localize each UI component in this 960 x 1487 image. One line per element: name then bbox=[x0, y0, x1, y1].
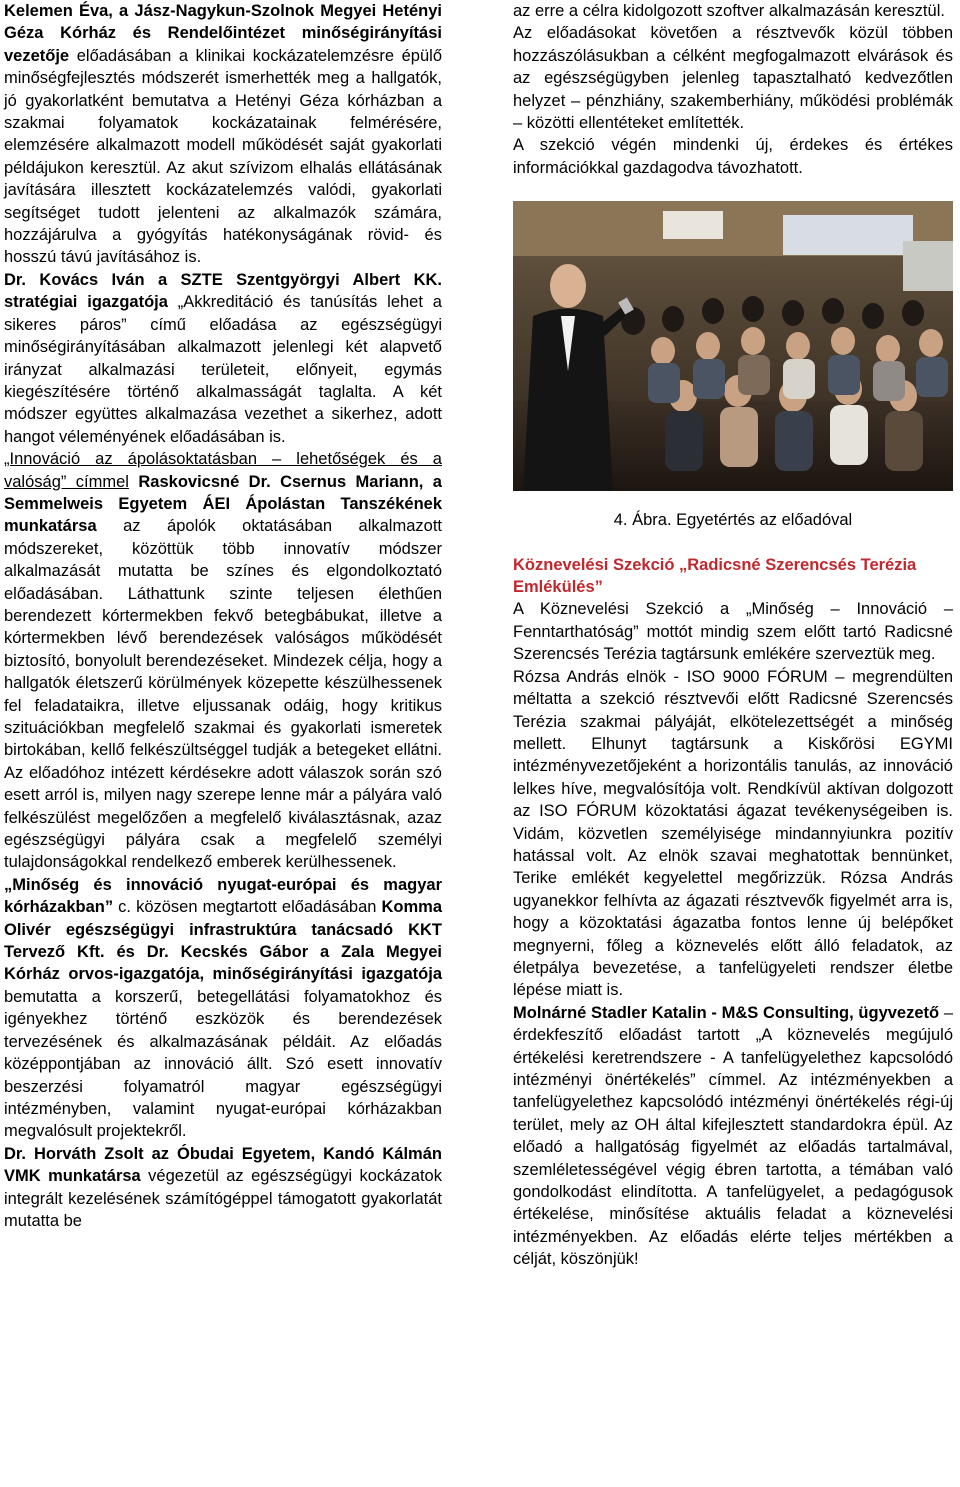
speaker-name: Dr. Horváth Zsolt az Óbudai Egyetem, Kandó Kálmán VMK munkatársa bbox=[4, 1144, 442, 1186]
speaker-name: Komma Olivér egészségügyi infrastruktúra tanácsadó KKT Tervező Kft. és Dr. Kecskés Gábor a Zala Megyei Kórház orvos-igazgatója, minőségirányítási igazgatója bbox=[4, 898, 442, 984]
paragraph-software: az erre a célra kidolgozott szoftver alkalmazásán keresztül. bbox=[513, 2, 945, 20]
paragraph-komma: „Minőség és innováció nyugat-európai és magyar kórházakban” c. közösen megtartott előadásában Komma Olivér egészségügyi infrastruktúra tanácsadó KKT Tervező Kft. és Dr. Kecskés Gábor a Zala Megyei Kórház orvos-igazgatója, minőségirányítási igazgatója bemutatta a korszerű, betegellátási folyamatokhoz és igényekhez történő eszközök és berendezések tervezésének és alkalmazásának példáit. Az előadás középpontjában az innováció állt. Szó esett innovatív beszerzési folyamatról magyar egészségügyi intézményben, valamint nyugat-európai kórházakban megvalósult projektekről. bbox=[4, 875, 442, 1141]
paragraph-closing: A szekció végén mindenki új, érdekes és értékes információkkal gazdagodva távozhatott. bbox=[513, 136, 953, 177]
paragraph-raskovicsne bbox=[4, 448, 442, 874]
paragraph-text: előadásában a klinikai kockázatelemzésre épülő minőségfejlesztés módszerét ismerhették meg a hallgatók, jó gyakorlatként bemutatva a Hetényi Géza kórházban a szakmai folyamatok kockázatainak felmérésére, elemzésére alkalmazott modell működését saját gyakorlati példájukon keresztül. Az akut szívizom elhalás ellátásának javítására illesztett kockázatelemzés valódi, gyakorlati segítséget tudott jelenteni az alkalmazók számára, hozzájárulva a gyógyítás hatékonyságának rövid- és hosszú távú javításához is. bbox=[4, 46, 442, 267]
section-heading bbox=[513, 554, 953, 599]
talk-title: „Innováció az ápolásoktatásban – lehetőségek és a valóság” címmel bbox=[4, 450, 442, 491]
talk-title: „Minőség és innováció nyugat-európai és magyar kórházakban” bbox=[4, 875, 442, 917]
paragraph-kelemen bbox=[4, 0, 442, 269]
paragraph-horvath bbox=[4, 1143, 442, 1233]
paragraph-molnarne bbox=[513, 1002, 953, 1271]
paragraph-text: – érdekfeszítő előadást tartott „A köznevelés megújuló értékelési keretrendszere - A tanfelügyelethez kapcsolódó intézményi önértékelés” címmel. Az intézményekben a tanfelügyelethez kapcsolódó intézményi önértékelés régi-új terület, mely az OH által kifejlesztett standardokra épül. Az előadó a hallgatóság figyelmét az előadás tartalmával, szemléletességével végig ébren tartotta, a témában való gondolkodást elindította. A tanfelügyelet, a pedagógusok értékelése, minősítése aktuális feladat a köznevelési intézményekben. Az előadás elérte teljes mértékben a célját, köszönjük! bbox=[513, 1003, 954, 1269]
paragraph-text: az ápolók oktatásában alkalmazott módszereket, közöttük több innovatív módszer alkalmazását mutatta be színes és elgondolkoztató előadásában. Láthattunk szinte teljesen élethűen berendezett kórtermekben fekvő betegbábukat, illetve a kórtermekben lévő berendezések valóságos működését biztosító, bonyolult berendezéseket. Mindezek célja, hogy a hallgatók életszerű körülmények közepette készülhessenek fel feladataikra, illetve eljussanak odáig, hogy kritikus szituációkban megfelelő szakmai és gyakorlati ismeretek birtokában, kellő felkészültséggel tudják a betegeket ellátni. Az előadóhoz intézett kérdésekre adott válaszok során szó esett arról is, milyen nagy szerepe lenne már a pályára való felkészülést megelőzően a megfelelő kiválasztásnak, azaz egészségügyi pályára csak a megfelelő személyi tulajdonságokkal rendelkező emberek kerülhessenek. bbox=[4, 517, 442, 872]
speaker-name: Dr. Kovács Iván a SZTE Szentgyörgyi Albert KK. stratégiai igazgatója bbox=[4, 270, 442, 312]
paragraph-text: „Akkreditáció és tanúsítás lehet a sikeres páros” című előadása az egészségügyi minőségirányításában alkalmazott jelenlegi két alapvető irányzat alkalmazási területeit, előnyeit, egymás kiegészítésére történő alkalmasságát taglalta. A két módszer együttes alkalmazása vezethet a sikerhez, adott hangot véleményének előadásában is. bbox=[4, 293, 442, 446]
speaker-name: Molnárné Stadler Katalin - M&S Consulting, ügyvezető bbox=[513, 1003, 940, 1022]
audience-photo-illustration bbox=[513, 201, 953, 491]
audience-photo bbox=[513, 201, 953, 491]
figure-caption: 4. Ábra. Egyetértés az előadóval bbox=[613, 511, 853, 530]
paragraph-comments: Az előadásokat követően a résztvevők közül többen hozzászólásukban a célként megfogalmazott elvárások és az egészségügyben jelenleg tapasztalható kedvezőtlen helyzet – pénzhiány, szakemberhiány, működési problémák – közötti ellentéteket említették. bbox=[513, 24, 953, 133]
right-column bbox=[513, 0, 953, 1271]
paragraph-intro: A Köznevelési Szekció a „Minőség – Innováció – Fenntarthatóság” mottót mindig szem előtt tartó Radicsné Szerencsés Terézia tagtársunk emlékére szerveztük meg. bbox=[513, 600, 953, 664]
paragraph-text: végezetül az egészségügyi kockázatok integrált kezelésének számítógéppel támogatott gyakorlatát mutatta be bbox=[4, 1167, 442, 1230]
speaker-name: Kelemen Éva, a Jász-Nagykun-Szolnok Megyei Hetényi Géza Kórház és Rendelőintézet minőségirányítási vezetője bbox=[4, 2, 442, 65]
paragraph-text: bemutatta a korszerű, betegellátási folyamatokhoz és igényekhez történő eszközök és berendezések tervezésének és alkalmazásának példáit. Az előadás középpontjában az innováció állt. Szó esett innovatív beszerzési folyamatról magyar egészségügyi intézményben, valamint nyugat-európai kórházakban megvalósult projektekről. bbox=[4, 987, 442, 1141]
left-column bbox=[4, 0, 442, 1232]
paragraph-kovacs bbox=[4, 269, 442, 448]
section-heading-text: Köznevelési Szekció „Radicsné Szerencsés Terézia Emlékülés” bbox=[513, 555, 917, 597]
paragraph-rozsa: Rózsa András elnök - ISO 9000 FÓRUM – megrendülten méltatta a szekció résztvevői előtt Radicsné Szerencsés Terézia szakmai pályáját, elkötelezettségét a minőség mellett. Elhunyt tagtársunk a Kiskőrösi EGYMI intézményvezetőjeként a horizontális tanulás, az innováció lelkes híve, megvalósítója volt. Rendkívül aktívan dolgozott az ISO FÓRUM közoktatási ágazat tevékenységeiben is. Vidám, közvetlen személyisége mindannyiunkra pozitív hatással volt. Az elnök szavai meghatottak bennünket, Terike emlékét kegyelettel megőrizzük. Rózsa András ugyanekkor felhívta az ágazati résztvevők figyelmét arra is, hogy a közoktatási ágazatba fontos lenne új belépőket megnyerni, főleg a köznevelés előtt álló feladatok, az életpálya bevezetése, a tanfelügyeleti rendszer életbe lépése miatt is. bbox=[513, 667, 953, 1000]
speaker-name: Raskovicsné Dr. Csernus Mariann, a Semmelweis Egyetem ÁEI Ápolástan Tanszékének munkatársa bbox=[4, 472, 442, 536]
